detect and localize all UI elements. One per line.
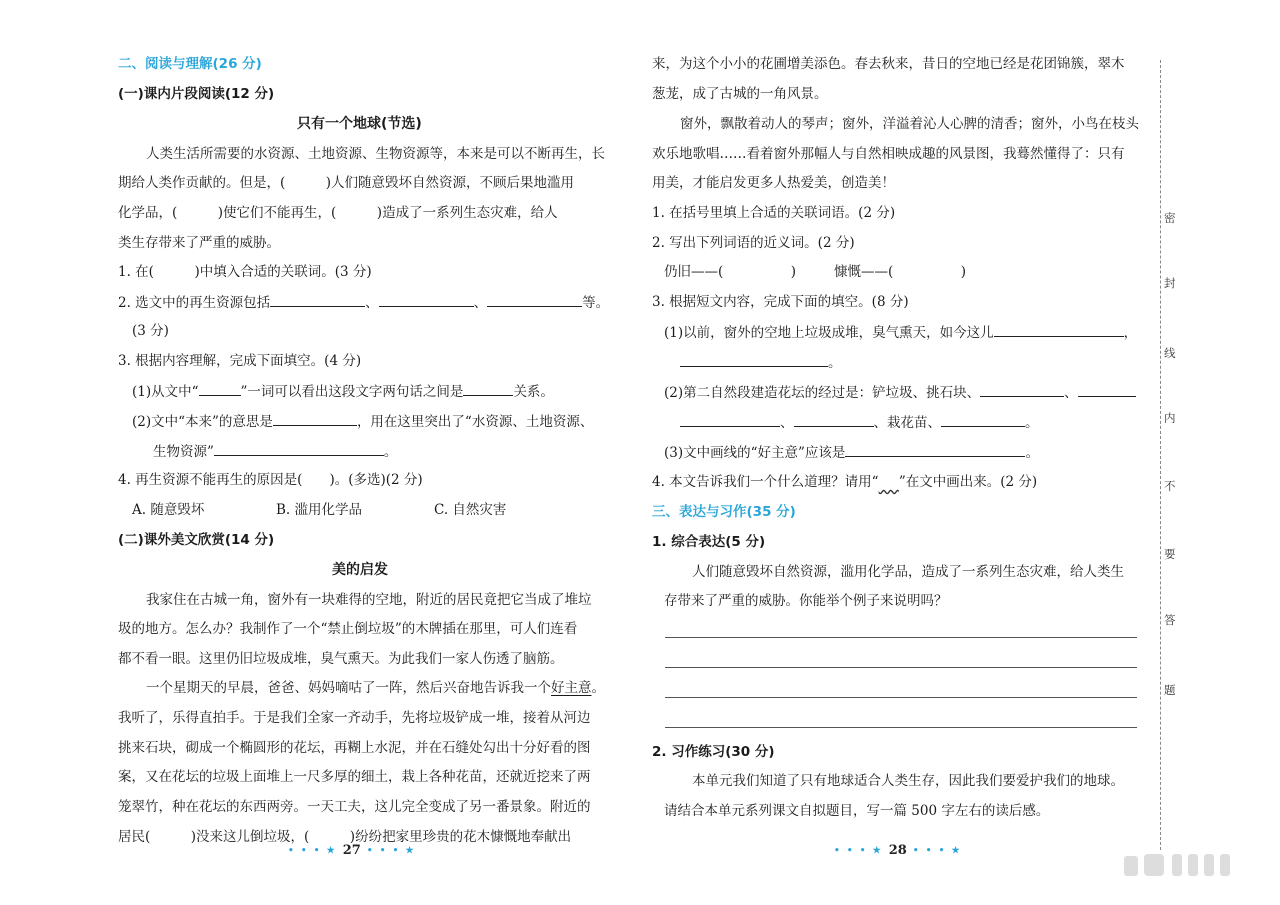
question-3: 3. 根据短文内容，完成下面的填空。(8 分) [652, 294, 909, 310]
task-1-prompt: 存带来了严重的威胁。你能举个例子来说明吗？ [664, 593, 948, 609]
answer-blank[interactable] [379, 292, 474, 307]
option-b[interactable]: B. 滥用化学品 [276, 502, 363, 518]
watermark-logo-icon [1120, 848, 1240, 882]
seal-char: 密 [1164, 211, 1176, 225]
q3-1-text: 。 [828, 355, 842, 371]
page-dots: • • • ★ [366, 845, 416, 856]
q3-2-text: (2)文中“本来”的意思是 [132, 414, 273, 430]
essay-line: 挑来石块，砌成一个椭圆形的花坛，再糊上水泥，并在石缝处勾出十分好看的图 [118, 740, 591, 756]
answer-blank[interactable] [270, 292, 365, 307]
essay-line: 我家住在古城一角，窗外有一块难得的空地，附近的居民竟把它当成了堆垃 [146, 592, 592, 608]
page-dots: • • • ★ [288, 845, 337, 856]
passage2-title: 美的启发 [332, 562, 388, 578]
q3-2-text: 生物资源” [153, 444, 214, 460]
q3-2-text: 。 [1025, 415, 1039, 431]
essay-line: 葱茏，成了古城的一角风景。 [652, 86, 828, 102]
q2-separator: 、 [365, 295, 379, 311]
wavy-line-icon: ​ [878, 474, 899, 490]
question-1: 1. 在括号里填上合适的关联词语。(2 分) [652, 205, 896, 221]
answer-blank[interactable] [845, 442, 1025, 457]
passage1-line: 化学品，( )使它们不能再生，( )造成了一系列生态灾难，给人 [118, 205, 558, 221]
essay-line: 我听了，乐得直拍手。于是我们全家一齐动手，先将垃圾铲成一堆，接着从河边 [118, 710, 591, 726]
q2-prefix: 2. 选文中的再生资源包括 [118, 295, 271, 311]
page-number: 28 [888, 843, 907, 858]
question-1: 1. 在( )中填入合适的关联词。(3 分) [118, 264, 372, 280]
underlined-good-idea: 好主意 [551, 680, 592, 696]
seal-char: 要 [1164, 547, 1176, 561]
q2-separator: 、 [473, 295, 488, 311]
part2-heading: (二)课外美文欣赏(14 分) [118, 532, 275, 548]
question-4 [652, 472, 1037, 492]
answer-blank[interactable] [1078, 382, 1136, 397]
page-dots: • • • ★ [834, 845, 883, 856]
writing-task-1: 1. 综合表达(5 分) [652, 534, 766, 550]
q3-1-text: (1)以前，窗外的空地上垃圾成堆，臭气熏天，如今这儿 [664, 325, 994, 341]
q3-3-text: 。 [1025, 445, 1039, 461]
answer-blank[interactable] [273, 411, 357, 426]
answer-blank[interactable] [680, 352, 828, 367]
passage1-line: 期给人类作贡献的。但是，( )人们随意毁坏自然资源，不顾后果地滥用 [118, 175, 575, 191]
answer-blank[interactable] [941, 412, 1025, 427]
essay-line [146, 678, 605, 698]
question-3-2 [664, 382, 1136, 403]
q3-1-text: 关系。 [513, 384, 554, 400]
q3-1-text: (1)从文中“ [132, 384, 199, 400]
seal-char: 题 [1164, 683, 1176, 697]
q3-2-text: 、 [780, 415, 794, 431]
question-3-2-cont [680, 412, 1039, 433]
answer-blank[interactable] [680, 412, 780, 427]
question-3-2-cont [153, 441, 397, 462]
question-2 [118, 292, 609, 313]
page-dots: • • • ★ [912, 845, 962, 856]
essay-line: 案，又在花坛的垃圾上面堆上一尺多厚的细土，栽上各种花苗，还就近挖来了两 [118, 769, 591, 785]
q2-suffix: 等。 [582, 295, 610, 311]
question-3: 3. 根据内容理解，完成下面填空。(4 分) [118, 353, 362, 369]
essay-line: 笼翠竹，种在花坛的东西两旁。一天工夫，这儿完全变成了另一番景象。附近的 [118, 799, 591, 815]
essay-line: 圾的地方。怎么办？我制作了一个“禁止倒垃圾”的木牌插在那里，可人们连看 [118, 621, 578, 637]
essay-line: 来，为这个小小的花圃增美添色。春去秋来，昔日的空地已经是花团锦簇，翠木 [652, 56, 1125, 72]
page-number: 27 [342, 843, 361, 858]
synonym-1[interactable]: 仍旧——( ) [664, 264, 797, 280]
essay-line: 居民( )没来这儿倒垃圾，( )纷纷把家里珍贵的花木慷慨地奉献出 [118, 829, 572, 845]
section-heading-reading: 二、阅读与理解(26 分) [118, 56, 262, 72]
writing-task-2: 2. 习作练习(30 分) [652, 744, 775, 760]
seal-char: 线 [1164, 346, 1176, 360]
writing-line[interactable] [665, 667, 1137, 668]
writing-line[interactable] [665, 727, 1137, 728]
q4-text: 4. 本文告诉我们一个什么道理？请用“ [652, 474, 879, 490]
question-3-1-cont [680, 352, 842, 373]
question-3-1 [664, 322, 1137, 343]
answer-blank[interactable] [199, 381, 241, 396]
task-1-prompt: 人们随意毁坏自然资源，滥用化学品，造成了一系列生态灾难，给人类生 [692, 564, 1124, 580]
question-2: 2. 写出下列词语的近义词。(2 分) [652, 235, 855, 251]
q3-2-text: 、 [1064, 385, 1078, 401]
seal-char: 不 [1164, 479, 1176, 493]
page-number-right [834, 843, 962, 858]
q4-text: ”在文中画出来。(2 分) [898, 474, 1038, 490]
question-2-score: (3 分) [132, 323, 169, 339]
passage1-line: 类生存带来了严重的威胁。 [118, 235, 280, 251]
passage1-title: 只有一个地球(节选) [297, 116, 422, 132]
essay-line: 窗外，飘散着动人的琴声；窗外，洋溢着沁人心脾的清香；窗外，小鸟在枝头 [680, 116, 1139, 132]
option-a[interactable]: A. 随意毁坏 [132, 502, 205, 518]
answer-blank[interactable] [994, 322, 1124, 337]
section-heading-expression: 三、表达与习作(35 分) [652, 504, 796, 520]
question-4: 4. 再生资源不能再生的原因是( )。(多选)(2 分) [118, 472, 423, 488]
essay-line: 用美，才能启发更多人热爱美，创造美！ [652, 175, 895, 191]
seal-char: 答 [1164, 613, 1176, 627]
seal-dashed-line [1160, 60, 1161, 850]
q3-1-text: ， [1123, 325, 1138, 341]
question-3-1 [132, 381, 554, 402]
answer-blank[interactable] [794, 412, 874, 427]
q3-2-text: 。 [383, 444, 398, 460]
q3-2-text: ，用在这里突出了“水资源、土地资源、 [356, 414, 594, 430]
right-page [640, 0, 1280, 905]
seal-char: 内 [1164, 411, 1176, 425]
answer-blank[interactable] [487, 292, 582, 307]
q3-2-text: (2)第二自然段建造花坛的经过是：铲垃圾、挑石块、 [664, 385, 981, 401]
page-number-left [288, 843, 416, 858]
q3-3-text: (3)文中画线的“好主意”应该是 [664, 445, 846, 461]
essay-text: 。 [591, 680, 605, 696]
task-2-prompt: 请结合本单元系列课文自拟题目，写一篇 500 字左右的读后感。 [664, 803, 1050, 819]
writing-line[interactable] [665, 697, 1137, 698]
task-2-prompt: 本单元我们知道了只有地球适合人类生存，因此我们要爱护我们的地球。 [692, 773, 1124, 789]
essay-text: 一个星期天的早晨，爸爸、妈妈嘀咕了一阵，然后兴奋地告诉我一个 [146, 680, 551, 696]
answer-blank[interactable] [980, 382, 1064, 397]
question-3-3 [664, 442, 1039, 463]
answer-blank[interactable] [214, 441, 384, 456]
seal-char: 封 [1164, 276, 1176, 290]
option-c[interactable]: C. 自然灾害 [434, 502, 507, 518]
answer-blank[interactable] [463, 381, 513, 396]
synonym-2[interactable]: 慷慨——( ) [834, 264, 967, 280]
passage1-line: 人类生活所需要的水资源、土地资源、生物资源等，本来是可以不断再生，长 [146, 146, 605, 162]
writing-line[interactable] [665, 637, 1137, 638]
q3-1-text: ”一词可以看出这段文字两句话之间是 [240, 384, 464, 400]
essay-line: 欢乐地歌唱……看着窗外那幅人与自然相映成趣的风景图，我蓦然懂得了：只有 [652, 146, 1125, 162]
part1-heading: (一)课内片段阅读(12 分) [118, 86, 275, 102]
question-3-2 [132, 411, 593, 432]
q3-2-text: 、栽花苗、 [873, 415, 941, 431]
essay-line: 都不看一眼。这里仍旧垃圾成堆，臭气熏天。为此我们一家人伤透了脑筋。 [118, 651, 564, 667]
